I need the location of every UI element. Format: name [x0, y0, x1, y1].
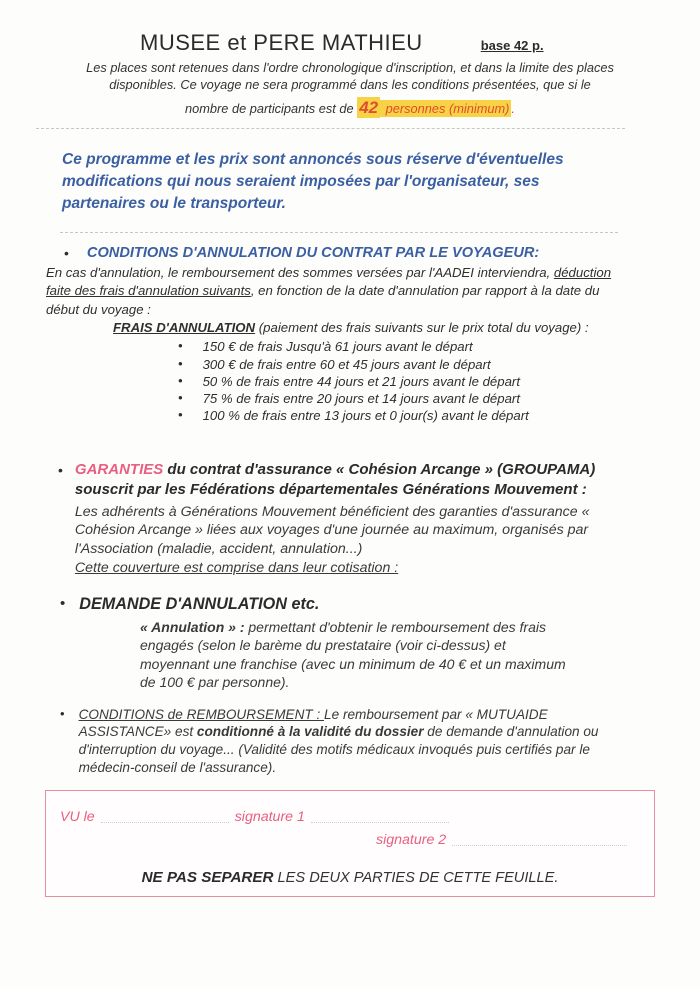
- guarantees-heading-rest: du contrat d'assurance « Cohésion Arcange » (GROUPAMA) souscrit par les Fédérations départementales Générations Mouvement :: [74, 461, 596, 499]
- reimbursement-body-bold: conditionné à la validité du dossier: [196, 724, 424, 740]
- reimbursement-section: [60, 706, 700, 778]
- signature-box: [45, 790, 655, 897]
- fee-item: [178, 373, 700, 390]
- cancellation-body-part1: En cas d'annulation, le remboursement des sommes versées par l'AADEI interviendra,: [46, 265, 554, 280]
- signature-row-1: [60, 809, 654, 825]
- reimbursement-body-part2: de demande d'annulation ou d'interruption du voyage... (Validité des motifs médicaux invoqués puis certifiés par le médecin-conseil de l'assurance).: [78, 724, 599, 776]
- cancellation-body-part2: , en fonction de la date d'annulation par rapport à la date du début du voyage :: [46, 283, 600, 317]
- bullet-icon: •: [178, 407, 183, 423]
- participants-suffix: .: [511, 100, 515, 116]
- participants-number-highlight: 42: [359, 97, 379, 117]
- annulation-request-body: [140, 618, 575, 692]
- vu-le-label: VU le: [60, 809, 95, 825]
- fees-list: [178, 338, 700, 424]
- bullet-icon: •: [60, 705, 65, 721]
- fee-item-text: 150 € de frais Jusqu'à 61 jours avant le départ: [202, 339, 473, 355]
- cancellation-heading-row: [64, 245, 700, 261]
- reimbursement-content: [79, 706, 614, 778]
- date-fill-line[interactable]: [101, 811, 229, 823]
- guarantees-body-text: Les adhérents à Générations Mouvement bénéficient des garanties d'assurance « Cohésion Arcange » liées aux voyages d'une journée au maximum, organisés par l'Association (maladie, accident, annulation...): [74, 503, 590, 558]
- intro-paragraph: Les places sont retenues dans l'ordre chronologique d'inscription, et dans la limite des places disponibles. Ce voyage ne sera programmé dans les conditions présentées, que si le: [86, 60, 614, 93]
- fee-item: [178, 338, 700, 355]
- fee-item: [178, 390, 700, 407]
- header: [0, 0, 700, 56]
- guarantees-heading: [75, 460, 630, 501]
- annulation-request-heading-row: [60, 595, 700, 614]
- bullet-icon: •: [178, 355, 183, 371]
- guarantees-heading-highlight: GARANTIES: [74, 461, 164, 479]
- signature1-label: signature 1: [234, 809, 305, 825]
- participants-highlight-text: personnes (minimum): [382, 100, 510, 116]
- fees-label: FRAIS D'ANNULATION: [113, 320, 256, 336]
- base-count-label: base 42 p.: [480, 38, 544, 53]
- cancellation-heading: CONDITIONS D'ANNULATION DU CONTRAT PAR LE VOYAGEUR:: [86, 245, 540, 261]
- separation-warning: [46, 869, 654, 886]
- fee-item-text: 50 % de frais entre 44 jours et 21 jours avant le départ: [202, 373, 520, 389]
- guarantees-body: [75, 503, 630, 578]
- fee-item-text: 100 % de frais entre 13 jours et 0 jour(s) avant le départ: [202, 408, 529, 424]
- reimbursement-heading: CONDITIONS de REMBOURSEMENT :: [78, 706, 325, 722]
- page-title: MUSEE et PERE MATHIEU: [140, 30, 423, 55]
- fee-item-text: 300 € de frais entre 60 et 45 jours avant le départ: [202, 356, 491, 372]
- bullet-icon: •: [64, 245, 69, 261]
- warning-bold-text: NE PAS SEPARER: [141, 869, 274, 886]
- fee-item-text: 75 % de frais entre 20 jours et 14 jours avant le départ: [202, 390, 520, 406]
- bullet-icon: •: [178, 389, 183, 405]
- bullet-icon: •: [60, 594, 66, 612]
- annulation-request-heading: DEMANDE D'ANNULATION etc.: [79, 594, 320, 613]
- divider-top: [36, 128, 625, 129]
- fee-item: [178, 407, 700, 424]
- cancellation-body-underlined: déduction faite des frais d'annulation suivants: [46, 265, 612, 299]
- fee-item: [178, 356, 700, 373]
- warning-rest-text: LES DEUX PARTIES DE CETTE FEUILLE.: [273, 870, 559, 886]
- cancellation-body: [46, 264, 624, 319]
- guarantees-underlined-text: Cette couverture est comprise dans leur cotisation :: [74, 559, 399, 576]
- bullet-icon: •: [178, 372, 183, 388]
- bullet-icon: •: [58, 462, 63, 479]
- annulation-body-text: permettant d'obtenir le remboursement des frais engagés (selon le barème du prestataire (voir ci-dessus) et moyennant une franchise (avec un minimum de 40 € et un maximum de 100 € par personne).: [140, 618, 566, 691]
- participants-prefix: nombre de participants est de: [185, 100, 358, 116]
- signature-row-2: [376, 832, 654, 848]
- divider-middle: [60, 232, 618, 233]
- guarantees-section: [58, 460, 700, 577]
- bullet-icon: •: [178, 338, 183, 354]
- signature2-label: signature 2: [376, 832, 447, 848]
- signature2-fill-line[interactable]: [452, 834, 627, 846]
- annulation-term: « Annulation » :: [140, 618, 245, 635]
- reimbursement-body-part1: Le remboursement par « MUTUAIDE ASSISTANCE» est: [78, 706, 548, 740]
- participants-line: [0, 98, 700, 118]
- signature1-fill-line[interactable]: [311, 811, 449, 823]
- fees-title-line: [113, 320, 700, 335]
- program-notice: Ce programme et les prix sont annoncés sous réserve d'éventuelles modifications qui nous seraient imposées par l'organisateur, ses partenaires ou le transporteur.: [62, 150, 564, 212]
- fees-note: (paiement des frais suivants sur le prix total du voyage) :: [255, 320, 589, 336]
- guarantees-content: [75, 460, 630, 577]
